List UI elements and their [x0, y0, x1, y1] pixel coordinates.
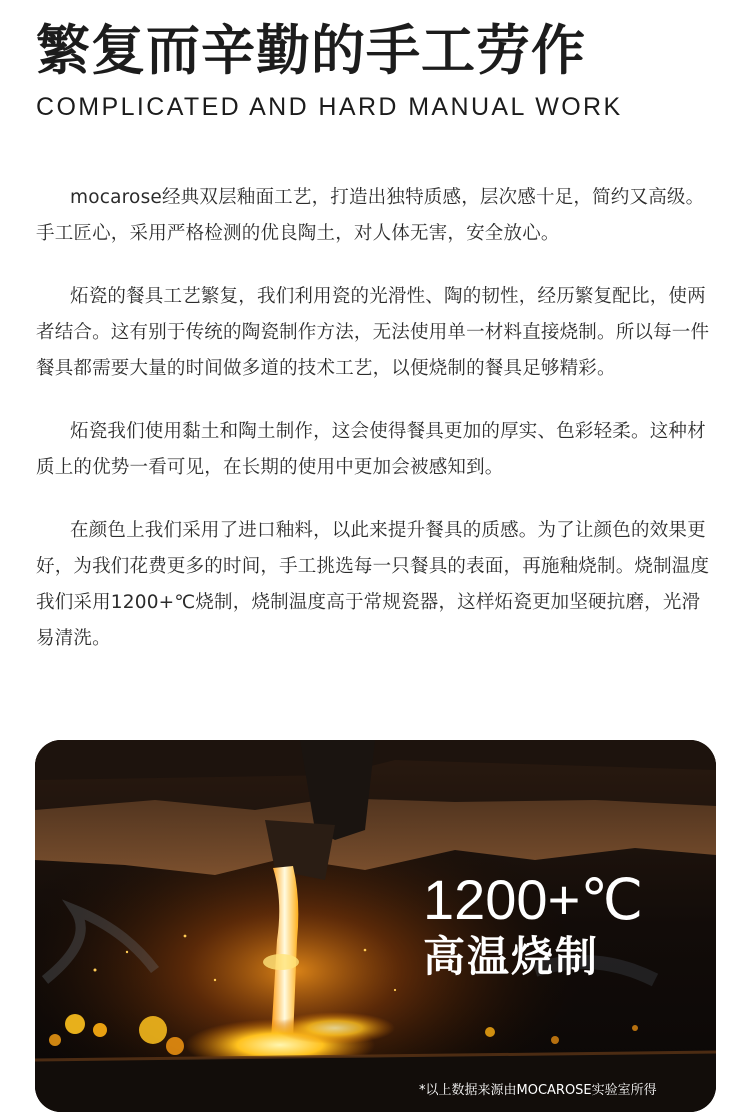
- paragraph-stoneware-process: 炻瓷的餐具工艺繁复，我们利用瓷的光滑性、陶的韧性，经历繁复配比，使两者结合。这有别于传统的陶瓷制作方法，无法使用单一材料直接烧制。所以每一件餐具都需要大量的时间做多道的技术工艺，以便烧制的餐具足够精彩。: [36, 286, 710, 379]
- paragraph-clay-material: 炻瓷我们使用黏土和陶土制作，这会使得餐具更加的厚实、色彩轻柔。这种材质上的优势一看可见，在长期的使用中更加会被感知到。: [36, 421, 706, 478]
- paragraph-glaze-craft: mocarose经典双层釉面工艺，打造出独特质感，层次感十足，简约又高级。手工匠心，采用严格检测的优良陶土，对人体无害，安全放心。: [36, 187, 705, 244]
- kiln-firing-photo: [35, 740, 716, 1112]
- temperature-value: 1200+℃: [423, 868, 644, 931]
- body-text: [36, 180, 716, 684]
- page-subtitle: COMPLICATED AND HARD MANUAL WORK: [36, 93, 623, 121]
- data-source-footnote: *以上数据来源由MOCAROSE实验室所得: [419, 1083, 657, 1098]
- page-title: 繁复而辛勤的手工劳作: [36, 18, 586, 82]
- paragraph-firing-temperature: 在颜色上我们采用了进口釉料，以此来提升餐具的质感。为了让颜色的效果更好，为我们花费更多的时间，手工挑选每一只餐具的表面，再施釉烧制。烧制温度我们采用1200+℃烧制，烧制温度高于常规瓷器，这样炻瓷更加坚硬抗磨，光滑易清洗。: [36, 520, 710, 649]
- temperature-label: 高温烧制: [423, 932, 600, 981]
